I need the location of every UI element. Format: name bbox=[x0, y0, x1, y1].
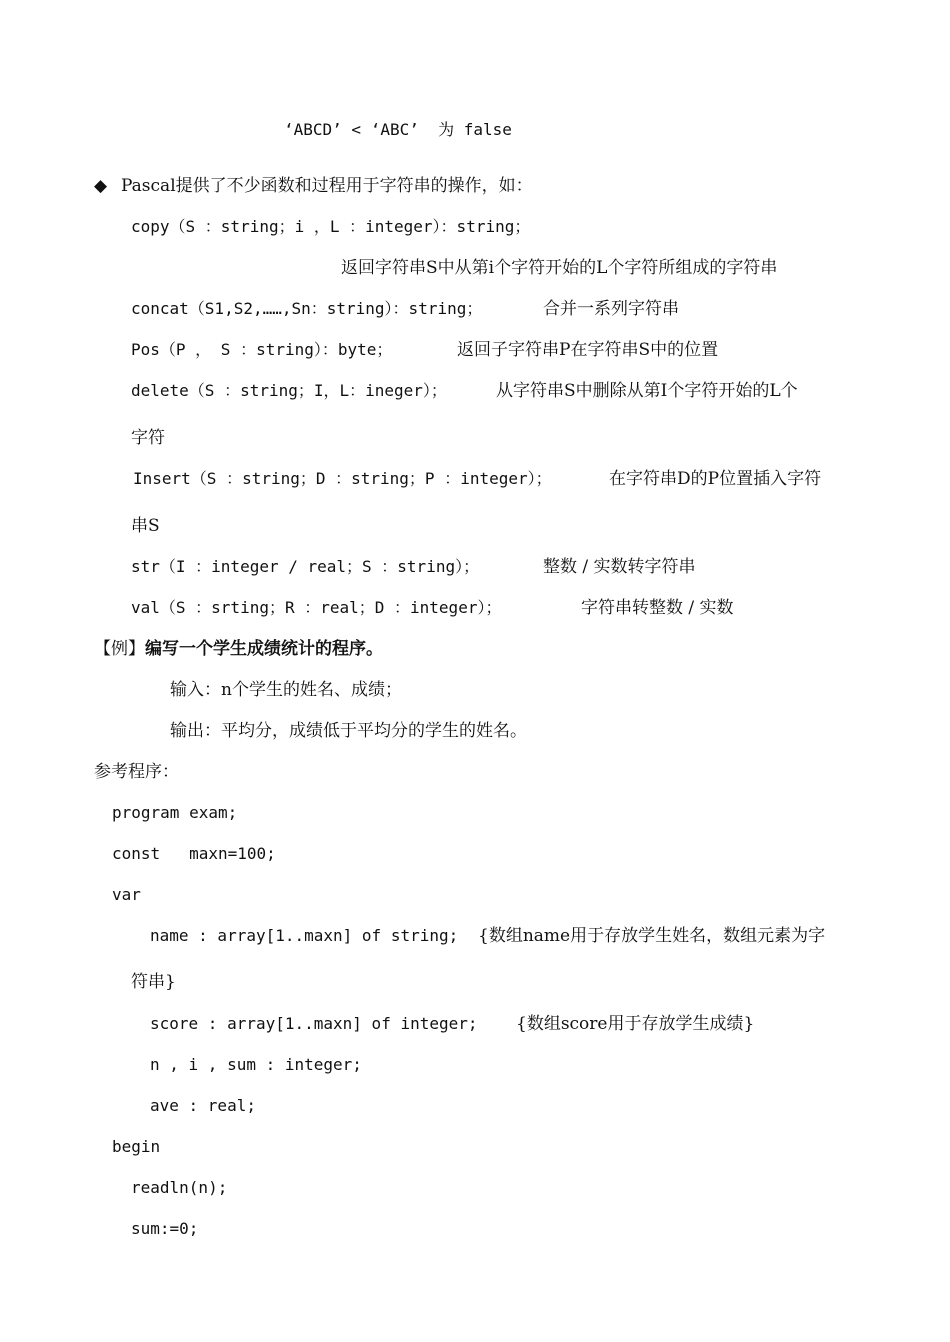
delete-description: 从字符串S中删除从第I个字符开始的L个 bbox=[496, 381, 798, 401]
delete-description-cont: 字符 bbox=[131, 428, 165, 448]
insert-signature: Insert（S ：string；D ：string；P ：integer）； bbox=[133, 469, 552, 488]
code-line-ave: ave : real; bbox=[150, 1096, 256, 1115]
code-line-begin: begin bbox=[112, 1137, 161, 1156]
str-signature: str（I ：integer / real；S ：string）； bbox=[131, 557, 480, 576]
pos-signature: Pos（P ， S ：string）：byte； bbox=[131, 340, 393, 359]
insert-description-cont: 串S bbox=[131, 516, 160, 536]
concat-signature: concat（S1,S2,……,Sn：string）：string； bbox=[131, 299, 483, 318]
code-line-sum-init: sum:=0; bbox=[131, 1219, 199, 1238]
example-title: 编写一个学生成绩统计的程序。 bbox=[145, 639, 383, 659]
code-line-score-decl: score : array[1..maxn] of integer; bbox=[150, 1014, 478, 1033]
insert-description: 在字符串D的P位置插入字符 bbox=[609, 469, 822, 489]
code-line-program: program exam; bbox=[112, 803, 238, 822]
reference-program-label: 参考程序： bbox=[94, 762, 179, 782]
copy-description: 返回字符串S中从第i个字符开始的L个字符所组成的字符串 bbox=[341, 258, 778, 278]
code-comment-name: {数组name用于存放学生姓名，数组元素为字 bbox=[478, 926, 826, 946]
pos-description: 返回子字符串P在字符串S中的位置 bbox=[457, 340, 719, 360]
code-line-var: var bbox=[112, 885, 141, 904]
diamond-bullet-icon: ◆ bbox=[94, 176, 108, 196]
bullet-intro-text: Pascal提供了不少函数和过程用于字符串的操作，如： bbox=[121, 176, 533, 196]
code-comment-name-cont: 符串} bbox=[131, 972, 176, 992]
delete-signature: delete（S ：string；I，L：ineger）； bbox=[131, 381, 447, 400]
code-line-const: const maxn=100; bbox=[112, 844, 276, 863]
code-line-name-decl: name : array[1..maxn] of string; bbox=[150, 926, 459, 945]
example-prefix: 【例】 bbox=[94, 639, 145, 659]
code-comment-score: {数组score用于存放学生成绩} bbox=[516, 1014, 755, 1034]
input-description: 输入：n个学生的姓名、成绩； bbox=[170, 680, 402, 700]
code-line-readln: readln(n); bbox=[131, 1178, 228, 1197]
output-description: 输出：平均分，成绩低于平均分的学生的姓名。 bbox=[170, 721, 527, 741]
copy-signature: copy（S ：string；i ，L ：integer）：string； bbox=[131, 217, 531, 236]
code-line-vars: n , i , sum : integer; bbox=[150, 1055, 362, 1074]
val-description: 字符串转整数 / 实数 bbox=[581, 598, 734, 618]
concat-description: 合并一系列字符串 bbox=[543, 299, 679, 319]
str-description: 整数 / 实数转字符串 bbox=[543, 557, 696, 577]
val-signature: val（S ：srting；R ：real；D ：integer）； bbox=[131, 598, 502, 617]
string-compare-example: ‘ABCD’ < ‘ABC’ 为 false bbox=[284, 120, 512, 139]
example-heading bbox=[94, 637, 383, 661]
